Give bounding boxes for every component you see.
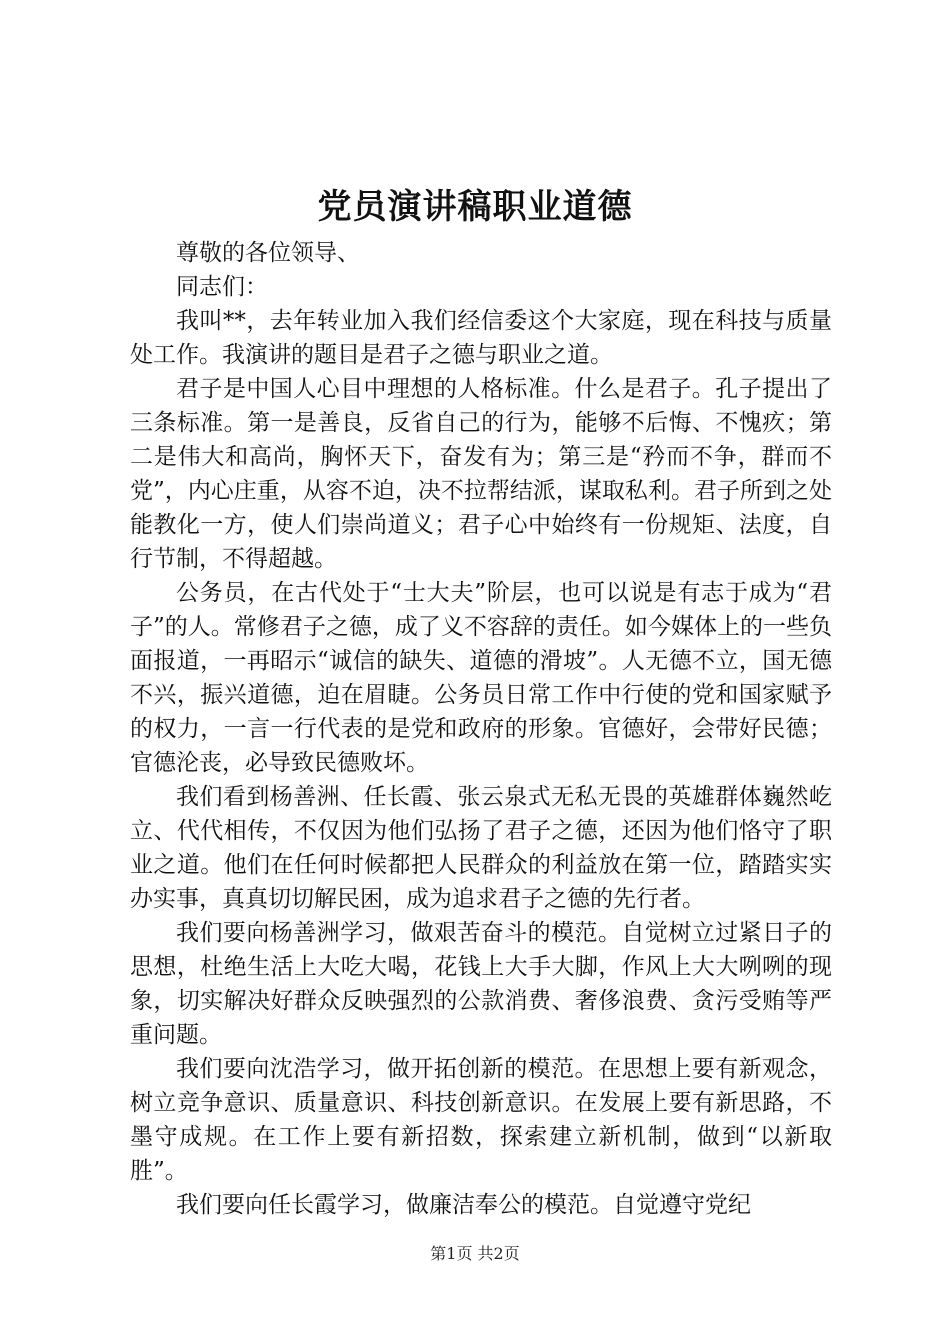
document-body [130,236,832,1222]
paragraph-junzi-standard: 君子是中国人心目中理想的人格标准。什么是君子。孔子提出了三条标准。第一是善良，反省自己的行为，能够不后悔、不愧疚；第二是伟大和高尚，胸怀天下，奋发有为；第三是“矜而不争，群而不党”，内心庄重，从容不迫，决不拉帮结派，谋取私利。君子所到之处能教化一方，使人们崇尚道义；君子心中始终有一份规矩、法度，自行节制，不得超越。 [130,376,832,572]
paragraph-heroes: 我们看到杨善洲、任长霞、张云泉式无私无畏的英雄群体巍然屹立、代代相传，不仅因为他们弘扬了君子之德，还因为他们恪守了职业之道。他们在任何时候都把人民群众的利益放在第一位，踏踏实实办实事，真真切切解民困，成为追求君子之德的先行者。 [130,784,832,912]
document-title: 党员演讲稿职业道德 [317,187,633,227]
paragraph-salutation-2: 同志们： [176,274,268,300]
paragraph-introduction: 我叫**，去年转业加入我们经信委这个大家庭，现在科技与质量处工作。我演讲的题目是君子之德与职业之道。 [130,308,832,368]
page-number-footer: 第1页 共2页 [430,1244,520,1263]
paragraph-ren-changxia: 我们要向任长霞学习，做廉洁奉公的模范。自觉遵守党纪 [176,1192,751,1218]
paragraph-civil-servant: 公务员，在古代处于“士大夫”阶层，也可以说是有志于成为“君子”的人。常修君子之德，成了义不容辞的责任。如今媒体上的一些负面报道，一再昭示“诚信的缺失、道德的滑坡”。人无德不立，国无德不兴，振兴道德，迫在眉睫。公务员日常工作中行使的党和国家赋予的权力，一言一行代表的是党和政府的形象。官德好，会带好民德；官德沦丧，必导致民德败坏。 [130,580,832,776]
paragraph-yang-shanzhou: 我们要向杨善洲学习，做艰苦奋斗的模范。自觉树立过紧日子的思想，杜绝生活上大吃大喝，花钱上大手大脚，作风上大大咧咧的现象，切实解决好群众反映强烈的公款消费、奢侈浪费、贪污受贿等严重问题。 [130,920,832,1048]
paragraph-shen-hao: 我们要向沈浩学习，做开拓创新的模范。在思想上要有新观念，树立竞争意识、质量意识、科技创新意识。在发展上要有新思路，不墨守成规。在工作上要有新招数，探索建立新机制，做到“以新取胜”。 [130,1056,832,1184]
paragraph-salutation-1: 尊敬的各位领导、 [176,240,360,266]
